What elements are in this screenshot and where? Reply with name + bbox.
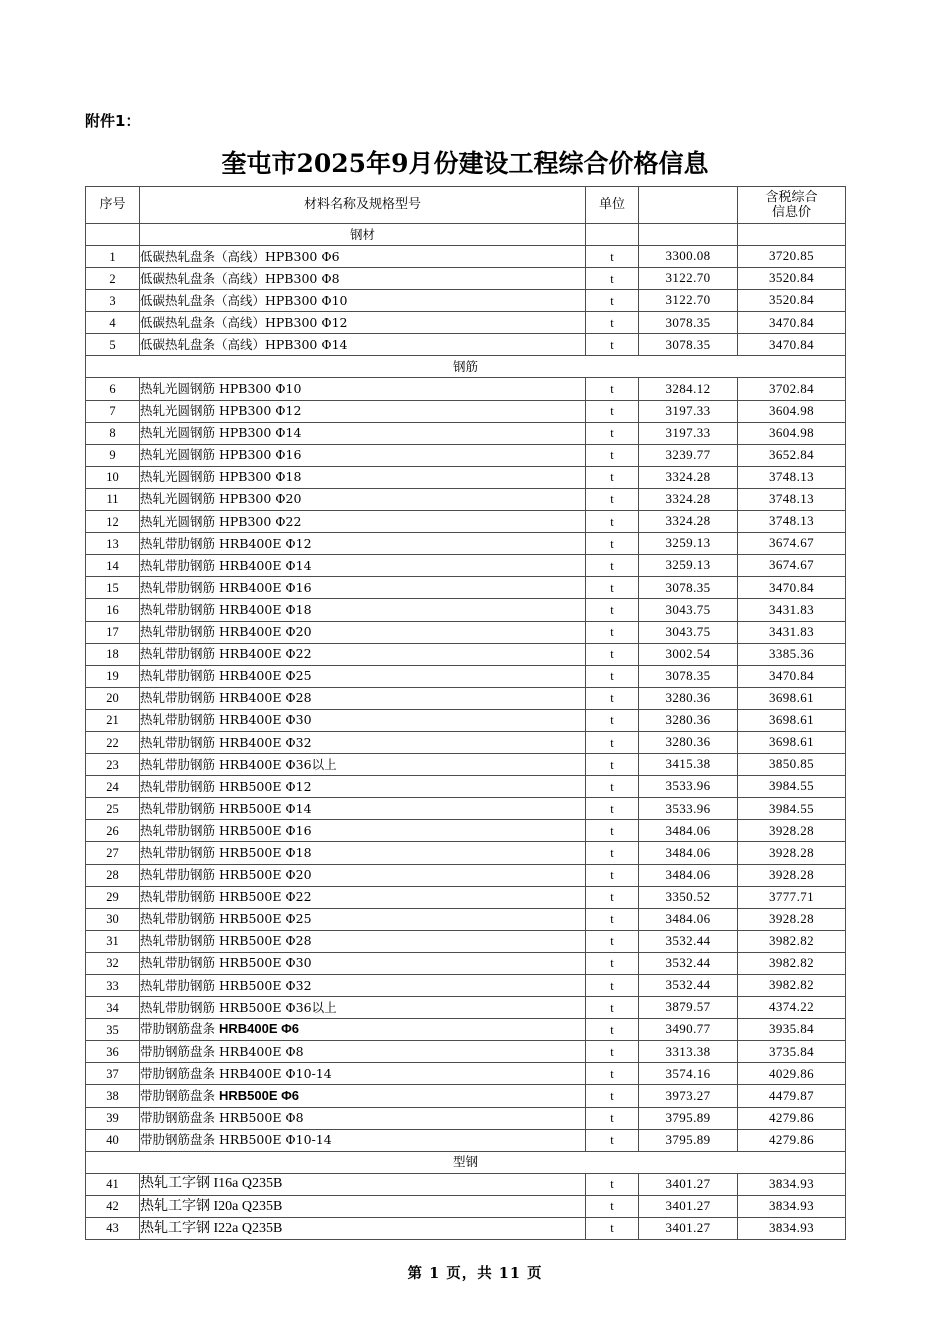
cell-price-taxed: 3674.67: [738, 533, 846, 555]
cell-price-untaxed: 3280.36: [639, 731, 738, 753]
cell-price-untaxed: 3078.35: [639, 312, 738, 334]
cell-price-untaxed: 3197.33: [639, 400, 738, 422]
cell-unit: t: [586, 754, 639, 776]
cell-index: 25: [86, 798, 140, 820]
cell-price-untaxed: 3239.77: [639, 444, 738, 466]
cell-material-name: 热轧工字钢 I20a Q235B: [140, 1195, 586, 1217]
section-label: 钢材: [140, 224, 586, 246]
table-row: [86, 820, 846, 842]
cell-price-taxed: 3935.84: [738, 1019, 846, 1041]
cell-material-name: 低碳热轧盘条（高线）HPB300 Φ10: [140, 290, 586, 312]
cell-material-name: 热轧光圆钢筋 HPB300 Φ20: [140, 488, 586, 510]
cell-price-untaxed: 3484.06: [639, 842, 738, 864]
table-row: [86, 975, 846, 997]
cell-material-name: 低碳热轧盘条（高线）HPB300 Φ8: [140, 268, 586, 290]
cell-unit: t: [586, 665, 639, 687]
section-cell-unit: [586, 224, 639, 246]
table-row: [86, 555, 846, 577]
cell-price-taxed: 3520.84: [738, 290, 846, 312]
cell-index: 30: [86, 908, 140, 930]
cell-index: 24: [86, 776, 140, 798]
cell-material-name: 热轧带肋钢筋 HRB400E Φ36以上: [140, 754, 586, 776]
cell-price-untaxed: 3484.06: [639, 820, 738, 842]
cell-unit: t: [586, 1107, 639, 1129]
table-header-row: [86, 187, 846, 224]
cell-material-name: 热轧带肋钢筋 HRB400E Φ18: [140, 599, 586, 621]
table-row: [86, 511, 846, 533]
cell-price-taxed: 3834.93: [738, 1217, 846, 1239]
table-row: [86, 334, 846, 356]
cell-price-taxed: 4479.87: [738, 1085, 846, 1107]
cell-material-name: 热轧带肋钢筋 HRB400E Φ25: [140, 665, 586, 687]
cell-price-taxed: 3982.82: [738, 975, 846, 997]
cell-price-taxed: 3748.13: [738, 466, 846, 488]
table-row: [86, 577, 846, 599]
cell-material-name: 热轧带肋钢筋 HRB500E Φ12: [140, 776, 586, 798]
cell-price-taxed: 3928.28: [738, 820, 846, 842]
cell-price-taxed: 3748.13: [738, 488, 846, 510]
cell-index: 28: [86, 864, 140, 886]
cell-price-taxed: 3982.82: [738, 930, 846, 952]
cell-index: 41: [86, 1173, 140, 1195]
table-row: [86, 798, 846, 820]
cell-material-name: 热轧带肋钢筋 HRB400E Φ12: [140, 533, 586, 555]
cell-material-name: 热轧光圆钢筋 HPB300 Φ12: [140, 400, 586, 422]
table-row: [86, 599, 846, 621]
cell-price-untaxed: 3324.28: [639, 466, 738, 488]
cell-unit: t: [586, 621, 639, 643]
cell-index: 17: [86, 621, 140, 643]
cell-unit: t: [586, 400, 639, 422]
table-row: [86, 776, 846, 798]
cell-price-taxed: 3698.61: [738, 687, 846, 709]
cell-material-name: 热轧带肋钢筋 HRB400E Φ14: [140, 555, 586, 577]
table-row: [86, 1217, 846, 1239]
table-row: [86, 422, 846, 444]
cell-price-untaxed: 3490.77: [639, 1019, 738, 1041]
cell-index: 12: [86, 511, 140, 533]
cell-index: 40: [86, 1129, 140, 1151]
cell-price-taxed: 3470.84: [738, 312, 846, 334]
cell-unit: t: [586, 1217, 639, 1239]
cell-material-name: 热轧带肋钢筋 HRB500E Φ16: [140, 820, 586, 842]
cell-price-untaxed: 3532.44: [639, 952, 738, 974]
header-price-taxed-line1: 含税综合: [765, 189, 818, 205]
page-title: 奎屯市2025年9月份建设工程综合价格信息: [221, 149, 709, 178]
cell-material-name: 低碳热轧盘条（高线）HPB300 Φ6: [140, 246, 586, 268]
cell-index: 43: [86, 1217, 140, 1239]
cell-price-untaxed: 3533.96: [639, 798, 738, 820]
cell-index: 31: [86, 930, 140, 952]
cell-price-untaxed: 3300.08: [639, 246, 738, 268]
table-row: [86, 1195, 846, 1217]
cell-material-name: 热轧光圆钢筋 HPB300 Φ10: [140, 378, 586, 400]
cell-price-taxed: 3777.71: [738, 886, 846, 908]
attachment-label: 附件1：: [85, 112, 141, 130]
table-row: [86, 842, 846, 864]
table-row: [86, 312, 846, 334]
cell-unit: t: [586, 930, 639, 952]
cell-unit: t: [586, 687, 639, 709]
table-row: [86, 290, 846, 312]
cell-unit: t: [586, 334, 639, 356]
cell-material-name: 热轧带肋钢筋 HRB500E Φ28: [140, 930, 586, 952]
cell-index: 20: [86, 687, 140, 709]
cell-unit: t: [586, 643, 639, 665]
cell-price-taxed: 3674.67: [738, 555, 846, 577]
section-cell-price-taxed: [738, 224, 846, 246]
table-row: [86, 754, 846, 776]
cell-material-name: 热轧带肋钢筋 HRB500E Φ18: [140, 842, 586, 864]
cell-unit: t: [586, 378, 639, 400]
cell-price-taxed: 3385.36: [738, 643, 846, 665]
cell-unit: t: [586, 1195, 639, 1217]
page-footer: 第 1 页，共 11 页: [407, 1265, 543, 1282]
cell-unit: t: [586, 820, 639, 842]
cell-price-untaxed: 3259.13: [639, 533, 738, 555]
cell-index: 10: [86, 466, 140, 488]
cell-price-taxed: 3720.85: [738, 246, 846, 268]
table-section-row: [86, 1151, 846, 1173]
cell-price-untaxed: 3324.28: [639, 488, 738, 510]
cell-index: 14: [86, 555, 140, 577]
cell-material-name: 带肋钢筋盘条 HRB400E Φ8: [140, 1041, 586, 1063]
cell-index: 39: [86, 1107, 140, 1129]
table-row: [86, 621, 846, 643]
table-row: [86, 444, 846, 466]
cell-unit: t: [586, 555, 639, 577]
cell-price-untaxed: 3122.70: [639, 290, 738, 312]
table-section-row: [86, 224, 846, 246]
cell-price-untaxed: 3484.06: [639, 908, 738, 930]
table-row: [86, 952, 846, 974]
cell-index: 21: [86, 709, 140, 731]
table-row: [86, 466, 846, 488]
cell-index: 35: [86, 1019, 140, 1041]
cell-price-untaxed: 3197.33: [639, 422, 738, 444]
cell-price-taxed: 3834.93: [738, 1173, 846, 1195]
cell-price-taxed: 3698.61: [738, 709, 846, 731]
cell-material-name: 带肋钢筋盘条 HRB400E Φ10-14: [140, 1063, 586, 1085]
price-information-table: [85, 186, 846, 1240]
cell-unit: t: [586, 246, 639, 268]
table-row: [86, 1041, 846, 1063]
cell-price-taxed: 3928.28: [738, 842, 846, 864]
cell-unit: t: [586, 709, 639, 731]
cell-price-taxed: 3735.84: [738, 1041, 846, 1063]
cell-price-taxed: 3850.85: [738, 754, 846, 776]
cell-material-name: 热轧光圆钢筋 HPB300 Φ16: [140, 444, 586, 466]
cell-price-taxed: 3604.98: [738, 400, 846, 422]
cell-unit: t: [586, 886, 639, 908]
header-price-taxed-line2: 信息价: [771, 205, 811, 220]
cell-price-untaxed: 3259.13: [639, 555, 738, 577]
cell-material-name: 带肋钢筋盘条 HRB500E Φ10-14: [140, 1129, 586, 1151]
cell-index: 36: [86, 1041, 140, 1063]
cell-index: 11: [86, 488, 140, 510]
cell-price-untaxed: 3078.35: [639, 665, 738, 687]
header-cell-index: 序号: [86, 187, 140, 224]
cell-index: 38: [86, 1085, 140, 1107]
cell-index: 7: [86, 400, 140, 422]
cell-price-untaxed: 3401.27: [639, 1217, 738, 1239]
cell-unit: t: [586, 952, 639, 974]
header-cell-unit: 单位: [586, 187, 639, 224]
cell-unit: t: [586, 731, 639, 753]
cell-index: 16: [86, 599, 140, 621]
cell-index: 3: [86, 290, 140, 312]
section-cell-price-untaxed: [639, 224, 738, 246]
cell-unit: t: [586, 1063, 639, 1085]
table-row: [86, 1173, 846, 1195]
cell-price-taxed: 3834.93: [738, 1195, 846, 1217]
cell-price-untaxed: 3795.89: [639, 1129, 738, 1151]
cell-unit: t: [586, 312, 639, 334]
cell-material-name: 热轧带肋钢筋 HRB500E Φ25: [140, 908, 586, 930]
cell-material-name: 热轧带肋钢筋 HRB400E Φ16: [140, 577, 586, 599]
cell-price-taxed: 3698.61: [738, 731, 846, 753]
cell-price-untaxed: 3280.36: [639, 687, 738, 709]
table-row: [86, 886, 846, 908]
cell-index: 4: [86, 312, 140, 334]
cell-material-name: 热轧带肋钢筋 HRB500E Φ14: [140, 798, 586, 820]
cell-unit: t: [586, 488, 639, 510]
cell-price-untaxed: 3532.44: [639, 975, 738, 997]
cell-price-untaxed: 3078.35: [639, 577, 738, 599]
cell-price-untaxed: 3324.28: [639, 511, 738, 533]
cell-material-name: 热轧带肋钢筋 HRB400E Φ20: [140, 621, 586, 643]
cell-unit: t: [586, 422, 639, 444]
cell-price-taxed: 4279.86: [738, 1129, 846, 1151]
cell-price-untaxed: 3002.54: [639, 643, 738, 665]
cell-price-taxed: 3702.84: [738, 378, 846, 400]
table-row: [86, 378, 846, 400]
cell-unit: t: [586, 776, 639, 798]
cell-index: 32: [86, 952, 140, 974]
cell-price-taxed: 3470.84: [738, 665, 846, 687]
material-spec-code: HRB400E Φ6: [218, 1021, 300, 1037]
cell-price-untaxed: 3401.27: [639, 1195, 738, 1217]
section-cell-index: [86, 224, 140, 246]
cell-index: 26: [86, 820, 140, 842]
cell-material-name: 热轧带肋钢筋 HRB500E Φ22: [140, 886, 586, 908]
cell-price-untaxed: 3795.89: [639, 1107, 738, 1129]
table-row: [86, 864, 846, 886]
table-row: [86, 1107, 846, 1129]
cell-index: 1: [86, 246, 140, 268]
cell-index: 42: [86, 1195, 140, 1217]
table-row: [86, 1063, 846, 1085]
cell-index: 5: [86, 334, 140, 356]
cell-unit: t: [586, 864, 639, 886]
table-row: [86, 268, 846, 290]
table-row: [86, 908, 846, 930]
cell-material-name: 热轧光圆钢筋 HPB300 Φ14: [140, 422, 586, 444]
cell-price-untaxed: 3973.27: [639, 1085, 738, 1107]
table-row: [86, 709, 846, 731]
cell-index: 27: [86, 842, 140, 864]
cell-unit: t: [586, 908, 639, 930]
cell-unit: t: [586, 798, 639, 820]
table-row: [86, 488, 846, 510]
cell-price-untaxed: 3043.75: [639, 599, 738, 621]
material-spec-code: HRB500E Φ6: [218, 1087, 300, 1103]
cell-material-name: 热轧带肋钢筋 HRB400E Φ30: [140, 709, 586, 731]
table-row: [86, 643, 846, 665]
cell-price-taxed: 3652.84: [738, 444, 846, 466]
cell-unit: t: [586, 533, 639, 555]
cell-material-name: 热轧带肋钢筋 HRB500E Φ32: [140, 975, 586, 997]
cell-price-taxed: 3748.13: [738, 511, 846, 533]
cell-price-untaxed: 3415.38: [639, 754, 738, 776]
cell-material-name: 低碳热轧盘条（高线）HPB300 Φ12: [140, 312, 586, 334]
cell-index: 15: [86, 577, 140, 599]
table-row: [86, 533, 846, 555]
cell-unit: t: [586, 268, 639, 290]
cell-price-untaxed: 3122.70: [639, 268, 738, 290]
cell-price-taxed: 4374.22: [738, 997, 846, 1019]
cell-material-name: 热轧工字钢 I22a Q235B: [140, 1217, 586, 1239]
table-row: [86, 1019, 846, 1041]
cell-material-name: 热轧带肋钢筋 HRB500E Φ20: [140, 864, 586, 886]
cell-unit: t: [586, 842, 639, 864]
cell-index: 18: [86, 643, 140, 665]
cell-material-name: [140, 1085, 586, 1107]
cell-price-taxed: 4279.86: [738, 1107, 846, 1129]
table-row: [86, 1129, 846, 1151]
cell-price-taxed: 3520.84: [738, 268, 846, 290]
cell-price-taxed: 3928.28: [738, 864, 846, 886]
cell-material-name: [140, 1019, 586, 1041]
cell-unit: t: [586, 975, 639, 997]
cell-unit: t: [586, 599, 639, 621]
cell-price-taxed: 3431.83: [738, 621, 846, 643]
cell-price-untaxed: 3533.96: [639, 776, 738, 798]
cell-material-name: 低碳热轧盘条（高线）HPB300 Φ14: [140, 334, 586, 356]
section-label: 型钢: [86, 1151, 846, 1173]
cell-material-name: 带肋钢筋盘条 HRB500E Φ8: [140, 1107, 586, 1129]
cell-unit: t: [586, 1085, 639, 1107]
cell-price-taxed: 3982.82: [738, 952, 846, 974]
cell-index: 37: [86, 1063, 140, 1085]
cell-unit: t: [586, 997, 639, 1019]
table-row: [86, 400, 846, 422]
cell-index: 33: [86, 975, 140, 997]
cell-price-taxed: 3470.84: [738, 577, 846, 599]
cell-price-taxed: 3431.83: [738, 599, 846, 621]
cell-index: 19: [86, 665, 140, 687]
cell-price-untaxed: 3484.06: [639, 864, 738, 886]
cell-price-taxed: 4029.86: [738, 1063, 846, 1085]
cell-index: 23: [86, 754, 140, 776]
cell-index: 9: [86, 444, 140, 466]
cell-unit: t: [586, 1173, 639, 1195]
cell-index: 22: [86, 731, 140, 753]
cell-price-untaxed: 3284.12: [639, 378, 738, 400]
header-cell-price-taxed: [738, 187, 846, 224]
cell-material-name: 热轧带肋钢筋 HRB400E Φ28: [140, 687, 586, 709]
cell-index: 2: [86, 268, 140, 290]
cell-material-name: 热轧光圆钢筋 HPB300 Φ18: [140, 466, 586, 488]
cell-index: 34: [86, 997, 140, 1019]
cell-price-untaxed: 3401.27: [639, 1173, 738, 1195]
cell-index: 13: [86, 533, 140, 555]
cell-price-untaxed: 3574.16: [639, 1063, 738, 1085]
cell-price-untaxed: 3313.38: [639, 1041, 738, 1063]
table-section-row: [86, 356, 846, 378]
cell-unit: t: [586, 1041, 639, 1063]
cell-material-name: 热轧带肋钢筋 HRB500E Φ36以上: [140, 997, 586, 1019]
header-cell-name: 材料名称及规格型号: [140, 187, 586, 224]
cell-unit: t: [586, 1019, 639, 1041]
material-name-prefix: 带肋钢筋盘条: [140, 1021, 219, 1037]
table-row: [86, 997, 846, 1019]
cell-price-untaxed: 3043.75: [639, 621, 738, 643]
material-name-prefix: 带肋钢筋盘条: [140, 1087, 219, 1103]
cell-index: 29: [86, 886, 140, 908]
cell-material-name: 热轧工字钢 I16a Q235B: [140, 1173, 586, 1195]
cell-price-taxed: 3604.98: [738, 422, 846, 444]
cell-price-taxed: 3984.55: [738, 776, 846, 798]
table-row: [86, 1085, 846, 1107]
cell-price-untaxed: 3532.44: [639, 930, 738, 952]
cell-price-untaxed: 3280.36: [639, 709, 738, 731]
cell-price-untaxed: 3879.57: [639, 997, 738, 1019]
table-row: [86, 930, 846, 952]
cell-unit: t: [586, 577, 639, 599]
cell-material-name: 热轧光圆钢筋 HPB300 Φ22: [140, 511, 586, 533]
cell-index: 8: [86, 422, 140, 444]
cell-unit: t: [586, 1129, 639, 1151]
cell-price-untaxed: 3350.52: [639, 886, 738, 908]
table-row: [86, 246, 846, 268]
cell-material-name: 热轧带肋钢筋 HRB400E Φ22: [140, 643, 586, 665]
table-row: [86, 665, 846, 687]
cell-price-taxed: 3928.28: [738, 908, 846, 930]
cell-unit: t: [586, 466, 639, 488]
table-row: [86, 687, 846, 709]
cell-price-taxed: 3984.55: [738, 798, 846, 820]
cell-price-taxed: 3470.84: [738, 334, 846, 356]
cell-unit: t: [586, 444, 639, 466]
table-row: [86, 731, 846, 753]
cell-index: 6: [86, 378, 140, 400]
section-label: 钢筋: [86, 356, 846, 378]
cell-unit: t: [586, 511, 639, 533]
cell-material-name: 热轧带肋钢筋 HRB500E Φ30: [140, 952, 586, 974]
cell-material-name: 热轧带肋钢筋 HRB400E Φ32: [140, 731, 586, 753]
header-cell-price-untaxed: [639, 187, 738, 224]
cell-price-untaxed: 3078.35: [639, 334, 738, 356]
cell-unit: t: [586, 290, 639, 312]
